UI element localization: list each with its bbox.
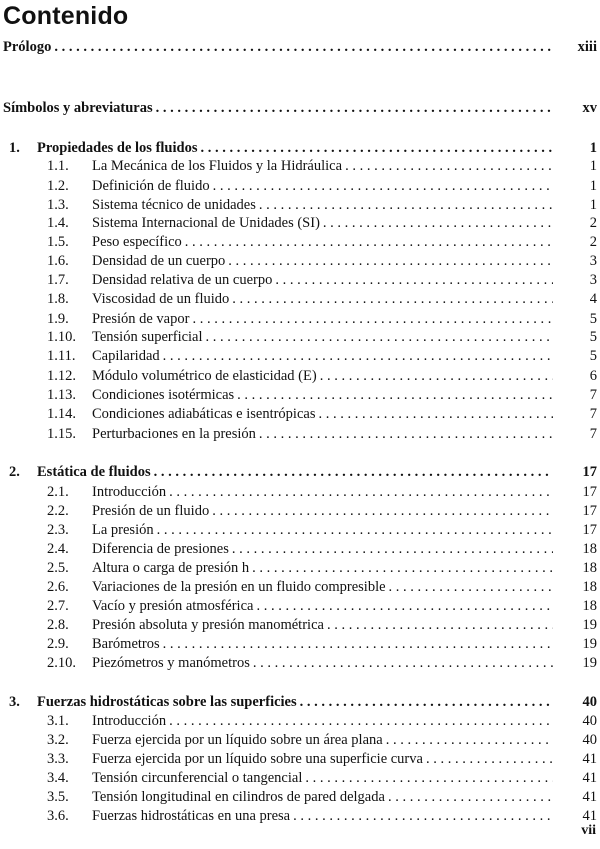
toc-entry-page: 18 — [582, 598, 597, 614]
toc-entry — [0, 214, 600, 232]
toc-entry-number: 1.15. — [47, 426, 76, 442]
dot-leader — [232, 290, 553, 308]
page-number: vii — [581, 823, 596, 838]
toc-entry-number: 3.3. — [47, 751, 69, 767]
toc-entry — [0, 425, 600, 443]
toc-entry-title: Fuerza ejercida por un líquido sobre un área plana — [92, 732, 383, 748]
toc-entry-number: 1.4. — [47, 215, 69, 231]
toc-entry-title: Diferencia de presiones — [92, 541, 229, 557]
toc-entry-page: 41 — [582, 808, 597, 824]
toc-entry — [0, 769, 600, 787]
toc-entry — [0, 233, 600, 251]
dot-leader — [345, 157, 553, 175]
page-title: Contenido — [3, 2, 129, 30]
toc-entry-page: 4 — [589, 291, 597, 307]
toc-entry-number: 2.9. — [47, 636, 69, 652]
toc-entry-page: 40 — [582, 694, 597, 710]
toc-entry — [0, 731, 600, 749]
toc-entry-number: 1.14. — [47, 406, 76, 422]
toc-entry-number: 3.1. — [47, 713, 69, 729]
dot-leader — [252, 559, 553, 577]
dot-leader — [156, 99, 553, 117]
toc-entry-title: Viscosidad de un fluido — [92, 291, 230, 307]
toc-entry-number: 1.5. — [47, 234, 69, 250]
toc-entry-page: 7 — [589, 426, 597, 442]
toc-entry — [0, 386, 600, 404]
toc-entry-number: 2.2. — [47, 503, 69, 519]
toc-entry-page: 2 — [589, 215, 597, 231]
toc-entry — [0, 347, 600, 365]
toc-entry-title: Capilaridad — [92, 348, 160, 364]
dot-leader — [323, 214, 553, 232]
toc-entry — [0, 328, 600, 346]
toc-entry-page: xv — [582, 100, 597, 116]
toc-entry-page: xiii — [577, 39, 597, 55]
toc-entry-page: 17 — [582, 484, 597, 500]
dot-leader — [389, 578, 553, 596]
dot-leader — [154, 463, 553, 481]
toc-entry-number: 1. — [9, 140, 20, 156]
toc-entry-title: Condiciones isotérmicas — [92, 387, 235, 403]
toc-entry-number: 1.12. — [47, 368, 76, 384]
toc-entry-number: 1.8. — [47, 291, 69, 307]
dot-leader — [157, 521, 553, 539]
toc-entry-title: Tensión superficial — [92, 329, 203, 345]
toc-entry — [0, 367, 600, 385]
dot-leader — [228, 252, 553, 270]
dot-leader — [388, 788, 553, 806]
toc-entry — [0, 483, 600, 501]
dot-leader — [293, 807, 553, 825]
toc-entry-page: 2 — [589, 234, 597, 250]
toc-entry-number: 2.8. — [47, 617, 69, 633]
toc-entry-page: 17 — [582, 522, 597, 538]
toc-entry — [0, 712, 600, 730]
dot-leader — [327, 616, 553, 634]
toc-entry-title: Propiedades de los fluidos — [37, 140, 198, 156]
toc-entry — [0, 597, 600, 615]
toc-entry — [0, 635, 600, 653]
toc-entry-number: 3.6. — [47, 808, 69, 824]
toc-entry — [0, 502, 600, 520]
toc-entry-title: Tensión longitudinal en cilindros de pared delgada — [92, 789, 385, 805]
toc-entry-page: 5 — [589, 311, 597, 327]
toc-entry-title: La Mecánica de los Fluidos y la Hidráulica — [92, 158, 343, 174]
toc-entry-number: 2.3. — [47, 522, 69, 538]
toc-entry-number: 2.4. — [47, 541, 69, 557]
dot-leader — [169, 712, 553, 730]
toc-entry-page: 5 — [589, 348, 597, 364]
dot-leader — [259, 425, 553, 443]
toc-entry-page: 6 — [589, 368, 597, 384]
dot-leader — [163, 347, 553, 365]
toc-entry-number: 1.11. — [47, 348, 76, 364]
toc-entry-page: 1 — [589, 178, 597, 194]
toc-entry-title: Tensión circunferencial o tangencial — [92, 770, 303, 786]
toc-entry-title: Sistema Internacional de Unidades (SI) — [92, 215, 320, 231]
toc-entry — [0, 559, 600, 577]
toc-entry — [0, 290, 600, 308]
toc-entry-title: Fuerzas hidrostáticas sobre las superficies — [37, 694, 297, 710]
toc-entry — [0, 252, 600, 270]
dot-leader — [185, 233, 553, 251]
toc-entry-page: 41 — [582, 751, 597, 767]
dot-leader — [426, 750, 553, 768]
dot-leader — [206, 328, 553, 346]
dot-leader — [320, 367, 553, 385]
toc-entry-title: Fuerzas hidrostáticas en una presa — [92, 808, 291, 824]
toc-entry-title: Densidad relativa de un cuerpo — [92, 272, 273, 288]
toc-entry-page: 1 — [589, 140, 597, 156]
dot-leader — [256, 597, 553, 615]
toc-entry — [0, 540, 600, 558]
toc-entry-title: Peso específico — [92, 234, 182, 250]
toc-entry — [0, 463, 600, 481]
dot-leader — [213, 177, 553, 195]
toc-entry — [0, 157, 600, 175]
toc-entry-title: Fuerza ejercida por un líquido sobre una superficie curva — [92, 751, 423, 767]
toc-entry-title: Piezómetros y manómetros — [92, 655, 250, 671]
toc-entry-title: Prólogo — [3, 39, 52, 55]
dot-leader — [259, 196, 553, 214]
toc-entry-number: 2.7. — [47, 598, 69, 614]
toc-entry — [0, 310, 600, 328]
toc-entry-page: 40 — [582, 713, 597, 729]
toc-entry — [0, 654, 600, 672]
toc-entry-page: 1 — [589, 158, 597, 174]
toc-entry — [0, 405, 600, 423]
toc-entry-title: Sistema técnico de unidades — [92, 197, 256, 213]
toc-entry-page: 3 — [589, 272, 597, 288]
toc-entry-title: Presión de un fluido — [92, 503, 210, 519]
toc-entry-page: 41 — [582, 770, 597, 786]
toc-entry-page: 3 — [589, 253, 597, 269]
toc-entry — [0, 521, 600, 539]
toc-entry-title: Módulo volumétrico de elasticidad (E) — [92, 368, 317, 384]
toc-entry-title: Variaciones de la presión en un fluido compresible — [92, 579, 386, 595]
toc-entry-title: Vacío y presión atmosférica — [92, 598, 254, 614]
dot-leader — [386, 731, 553, 749]
toc-entry — [0, 616, 600, 634]
toc-entry-number: 2.5. — [47, 560, 69, 576]
toc-entry-title: Símbolos y abreviaturas — [3, 100, 153, 116]
toc-entry-number: 1.7. — [47, 272, 69, 288]
toc-entry-number: 1.6. — [47, 253, 69, 269]
toc-entry-page: 1 — [589, 197, 597, 213]
toc-entry-title: Introducción — [92, 484, 167, 500]
toc-entry — [0, 196, 600, 214]
dot-leader — [300, 693, 553, 711]
dot-leader — [163, 635, 553, 653]
toc-entry-number: 1.1. — [47, 158, 69, 174]
toc-entry-number: 1.2. — [47, 178, 69, 194]
dot-leader — [200, 139, 553, 157]
dot-leader — [253, 654, 553, 672]
toc-entry — [0, 693, 600, 711]
toc-entry-page: 19 — [582, 655, 597, 671]
dot-leader — [232, 540, 553, 558]
toc-entry-number: 1.13. — [47, 387, 76, 403]
toc-entry — [0, 578, 600, 596]
toc-entry-title: La presión — [92, 522, 154, 538]
toc-entry-number: 1.9. — [47, 311, 69, 327]
dot-leader — [305, 769, 553, 787]
toc-entry-page: 18 — [582, 560, 597, 576]
toc-entry-page: 18 — [582, 579, 597, 595]
toc-entry-page: 7 — [589, 406, 597, 422]
toc-entry — [0, 807, 600, 825]
toc-entry-page: 7 — [589, 387, 597, 403]
toc-entry-title: Densidad de un cuerpo — [92, 253, 226, 269]
toc-entry — [0, 177, 600, 195]
toc-entry-title: Barómetros — [92, 636, 160, 652]
toc-entry-title: Estática de fluidos — [37, 464, 151, 480]
toc-entry-number: 3. — [9, 694, 20, 710]
toc-entry-title: Presión absoluta y presión manométrica — [92, 617, 324, 633]
toc-entry-title: Condiciones adiabáticas e isentrópicas — [92, 406, 316, 422]
toc-entry-number: 1.3. — [47, 197, 69, 213]
dot-leader — [318, 405, 553, 423]
dot-leader — [237, 386, 553, 404]
toc-entry-title: Definición de fluido — [92, 178, 210, 194]
toc-entry-number: 2.10. — [47, 655, 76, 671]
toc-entry-page: 41 — [582, 789, 597, 805]
toc-entry — [0, 271, 600, 289]
toc-entry — [0, 139, 600, 157]
toc-entry-number: 1.10. — [47, 329, 76, 345]
toc-entry-number: 3.5. — [47, 789, 69, 805]
toc-entry — [0, 99, 600, 117]
toc-entry-title: Altura o carga de presión h — [92, 560, 250, 576]
toc-entry-title: Perturbaciones en la presión — [92, 426, 256, 442]
toc-entry — [0, 750, 600, 768]
toc-entry-number: 3.2. — [47, 732, 69, 748]
toc-entry-number: 2.1. — [47, 484, 69, 500]
toc-entry-page: 19 — [582, 636, 597, 652]
dot-leader — [169, 483, 553, 501]
dot-leader — [275, 271, 553, 289]
dot-leader — [54, 38, 553, 56]
toc-entry-number: 2.6. — [47, 579, 69, 595]
toc-entry — [0, 38, 600, 56]
toc-entry-title: Presión de vapor — [92, 311, 190, 327]
toc-entry-page: 18 — [582, 541, 597, 557]
toc-entry-page: 17 — [582, 503, 597, 519]
toc-entry-page: 17 — [582, 464, 597, 480]
toc-entry-page: 5 — [589, 329, 597, 345]
toc-entry — [0, 788, 600, 806]
dot-leader — [192, 310, 553, 328]
toc-entry-title: Introducción — [92, 713, 167, 729]
dot-leader — [212, 502, 553, 520]
toc-entry-number: 3.4. — [47, 770, 69, 786]
toc-entry-page: 40 — [582, 732, 597, 748]
toc-entry-number: 2. — [9, 464, 20, 480]
toc-entry-page: 19 — [582, 617, 597, 633]
